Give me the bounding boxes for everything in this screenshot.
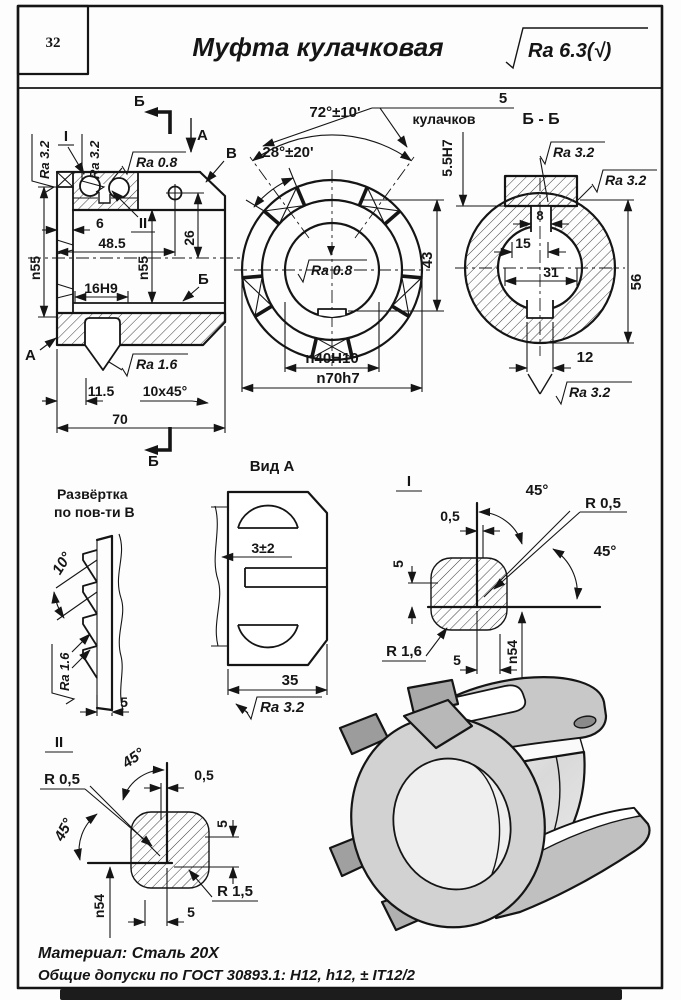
detail-ii-lobe bbox=[131, 812, 209, 888]
detail-ii-angle-left: 45° bbox=[51, 815, 77, 844]
detail-ii-label: II bbox=[54, 734, 64, 751]
dev-surf-label: Ra 1.6 bbox=[57, 652, 72, 691]
detail-i-lobe bbox=[431, 558, 507, 630]
section-top-label: Б bbox=[134, 93, 145, 110]
section-bb-title: Б - Б bbox=[522, 111, 560, 128]
dim-16h9: 16H9 bbox=[84, 280, 118, 296]
detail-ii-marker: II bbox=[138, 215, 148, 232]
bb-cam-block bbox=[505, 176, 577, 206]
detail-i-r16: R 1,6 bbox=[386, 643, 422, 660]
detail-i-d54: n54 bbox=[504, 639, 520, 665]
detail-i bbox=[382, 473, 627, 688]
dim-26: 26 bbox=[181, 230, 197, 246]
detail-ii-05: 0,5 bbox=[194, 767, 214, 783]
section-b-marker-top bbox=[134, 93, 170, 134]
front-bottom-hatch bbox=[57, 313, 225, 345]
dia-70h7: n70h7 bbox=[316, 370, 360, 387]
detail-ii-5-right: 5 bbox=[214, 820, 230, 828]
bb-surf-bottom: Ra 3.2 bbox=[569, 384, 611, 400]
bb-surf-key: Ra 3.2 bbox=[553, 144, 595, 160]
front-chamfer-edge bbox=[200, 172, 225, 322]
face-a-label: А bbox=[25, 347, 36, 364]
dim-11-5: 11.5 bbox=[87, 383, 115, 399]
bb-roughness-bottom bbox=[556, 382, 632, 404]
angle-10: 10° bbox=[48, 549, 76, 578]
angle-28: 28°±20' bbox=[262, 144, 314, 161]
break-line bbox=[118, 534, 123, 710]
dim-70: 70 bbox=[112, 411, 128, 427]
detail-i-label: I bbox=[406, 473, 412, 490]
dim-15: 15 bbox=[515, 235, 531, 251]
detail-ii-r05: R 0,5 bbox=[44, 771, 80, 788]
dia-40h10: n40H10 bbox=[305, 350, 359, 367]
cam-recess-right bbox=[109, 178, 129, 198]
detail-ii-d54: n54 bbox=[91, 893, 107, 919]
dev-dim-5: 5 bbox=[120, 694, 128, 710]
bb-surf-top: Ra 3.2 bbox=[605, 172, 647, 188]
tolerance-note: Общие допуски по ГОСТ 30893.1: H12, h12, ± IT12/2 bbox=[38, 967, 415, 984]
view-a bbox=[211, 458, 327, 719]
detail-i-angle-right: 45° bbox=[593, 543, 617, 560]
dim-12: 12 bbox=[576, 349, 594, 366]
development-title-2: по пов-ти В bbox=[54, 504, 135, 520]
roughness-development bbox=[52, 644, 74, 704]
detail-i-5-bottom: 5 bbox=[453, 652, 461, 668]
dia-55-bore: n55 bbox=[135, 255, 151, 281]
drawing-title: Муфта кулачковая bbox=[192, 32, 444, 62]
detail-i-5-left: 5 bbox=[390, 560, 406, 568]
dim-chamfer: 10x45° bbox=[142, 383, 188, 399]
detail-i-marker: I bbox=[63, 128, 69, 145]
section-plane-label: Б bbox=[198, 271, 209, 288]
front-view bbox=[25, 93, 240, 470]
notes bbox=[38, 945, 416, 984]
view-a-title: Вид А bbox=[249, 458, 295, 475]
view-a-surf: Ra 3.2 bbox=[260, 699, 305, 716]
view-a-arrow bbox=[191, 118, 208, 152]
surf-mid-label: Ra 3.2 bbox=[87, 140, 102, 179]
iso-3d-view bbox=[327, 677, 650, 950]
detail-i-r05: R 0,5 bbox=[585, 495, 621, 512]
material-note: Материал: Сталь 20Х bbox=[38, 945, 219, 962]
section-bottom-label: Б bbox=[148, 453, 159, 470]
cams-qty: 5 bbox=[498, 90, 508, 107]
surf-left-label: Ra 3.2 bbox=[37, 140, 52, 179]
surf-bore-label: Ra 0.8 bbox=[311, 262, 353, 278]
surf-cam-label: Ra 0.8 bbox=[136, 154, 178, 170]
angle-72: 72°±10' bbox=[309, 104, 361, 121]
detail-ii-r15: R 1,5 bbox=[217, 883, 253, 900]
surf-groove-label: Ra 1.6 bbox=[136, 356, 178, 372]
page-number: 32 bbox=[45, 35, 61, 51]
section-b-marker-bottom bbox=[144, 427, 170, 470]
dim-6: 6 bbox=[96, 215, 104, 231]
detail-i-angle-top: 45° bbox=[525, 482, 549, 499]
development-view bbox=[49, 486, 135, 716]
dim-8: 8 bbox=[536, 208, 544, 223]
bottom-page-bar bbox=[60, 989, 622, 1000]
detail-ii-angle-top: 45° bbox=[119, 744, 148, 772]
dim-43: 43 bbox=[419, 251, 436, 269]
dim-48-5: 48.5 bbox=[98, 235, 126, 251]
view-arrow-label: А bbox=[197, 127, 208, 144]
bb-roughness-top bbox=[578, 170, 657, 200]
dim-31: 31 bbox=[543, 264, 559, 280]
dim-3-2: 3±2 bbox=[251, 540, 275, 556]
roughness-view-a bbox=[236, 697, 322, 719]
detail-ii bbox=[40, 734, 258, 938]
dim-5-5h7: 5.5H7 bbox=[439, 139, 455, 177]
detail-ii-5-bottom: 5 bbox=[187, 904, 195, 920]
corner-face-label: В bbox=[226, 145, 237, 162]
roughness-symbol-left bbox=[32, 134, 54, 192]
section-bb-view bbox=[439, 111, 657, 404]
roughness-symbol-groove bbox=[109, 354, 188, 376]
detail-i-05: 0,5 bbox=[440, 508, 460, 524]
serration-teeth bbox=[83, 550, 97, 678]
dim-35: 35 bbox=[281, 672, 299, 689]
development-title-1: Развёртка bbox=[57, 486, 128, 502]
cams-word: кулачков bbox=[412, 111, 476, 127]
roughness-bore bbox=[298, 246, 367, 282]
center-groove bbox=[85, 318, 120, 370]
global-finish: Ra 6.3(√) bbox=[528, 40, 612, 62]
dia-55-flange: n55 bbox=[27, 255, 43, 281]
dim-56: 56 bbox=[628, 273, 645, 291]
